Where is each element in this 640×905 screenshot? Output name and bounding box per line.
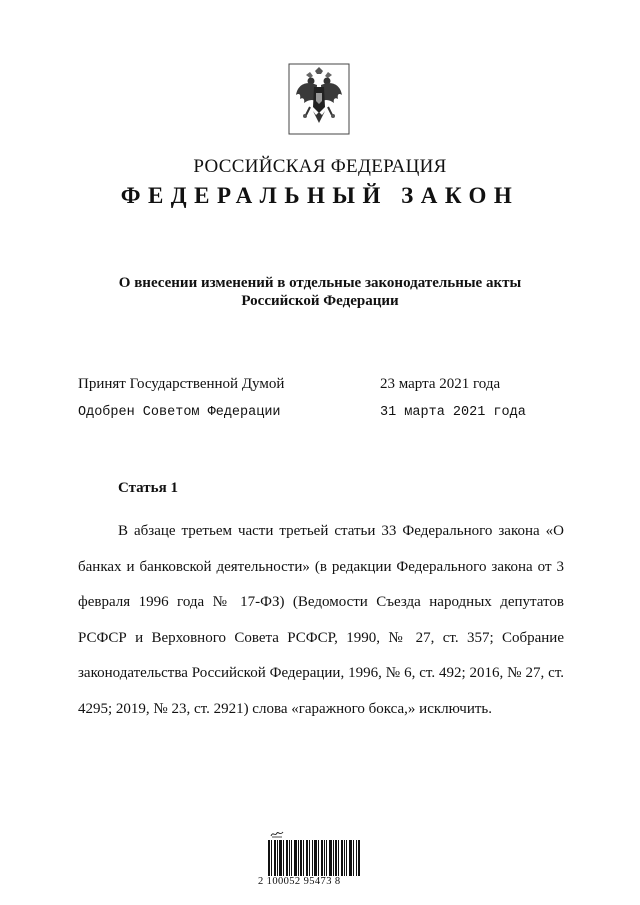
barcode-bars-icon (268, 840, 360, 876)
coat-of-arms-emblem (288, 63, 350, 135)
law-title-line-2: Российской Федерации (241, 293, 399, 309)
law-title (0, 274, 640, 310)
barcode-number: 2 100052 95473 8 (258, 876, 341, 887)
adoption-date: 31 марта 2021 года (380, 405, 526, 420)
barcode (258, 830, 358, 890)
adoption-label: Одобрен Советом Федерации (78, 405, 281, 420)
law-title-line-1: О внесении изменений в отдельные законодательные акты (118, 275, 522, 291)
country-name: РОССИЙСКАЯ ФЕДЕРАЦИЯ (193, 156, 447, 177)
adoption-label: Принят Государственной Думой (78, 376, 285, 392)
article-heading: Статья 1 (118, 480, 178, 496)
signature-mark-icon (270, 830, 284, 838)
law-type-heading: ФЕДЕРАЛЬНЫЙ ЗАКОН (120, 183, 520, 208)
adoption-date: 23 марта 2021 года (380, 376, 501, 392)
article-body-text: В абзаце третьем части третьей статьи 33 Федерального закона «О банках и банковской деятельности» (в редакции Федерального закона от 3 февраля 1996 года № 17-ФЗ) (Ведомости Съезда народных депутатов РСФСР и Верховного Совета РСФСР, 1990, № 27, ст. 357; Собрание законодательства Российской Федерации, 1996, № 6, ст. 492; 2016, № 27, ст. 4295; 2019, № 23, ст. 2921) слова «гаражного бокса,» исключить. (78, 523, 564, 717)
